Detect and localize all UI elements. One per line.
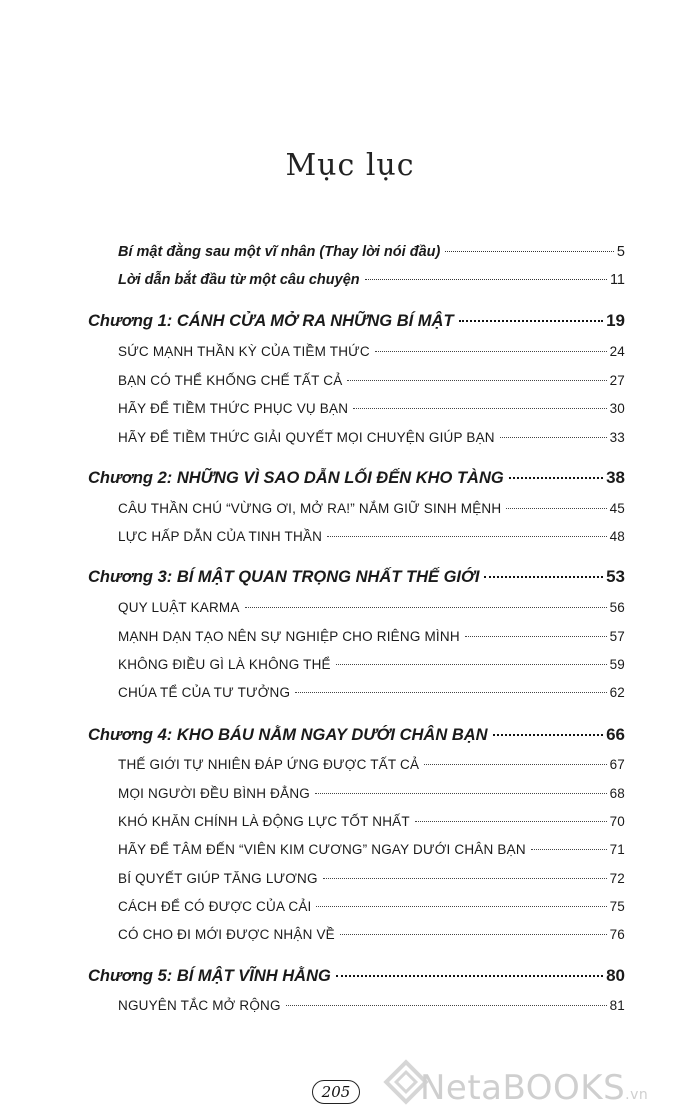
toc-intro-entry[interactable] — [118, 244, 625, 260]
dot-leader — [424, 764, 606, 765]
toc-entry-page: 66 — [606, 725, 625, 744]
dot-leader — [506, 508, 606, 509]
page-title: Mục lục — [285, 148, 415, 183]
dot-leader — [323, 878, 607, 879]
toc-entry-page: 57 — [609, 629, 625, 644]
dot-leader — [375, 351, 607, 352]
dot-leader — [336, 975, 603, 977]
toc-entry-page: 53 — [606, 567, 625, 586]
toc-entry-title: CÂU THẦN CHÚ “VỪNG ƠI, MỞ RA!” NẮM GIỮ SINH MỆNH — [118, 501, 502, 516]
dot-leader — [286, 1005, 607, 1006]
toc-entry-page: 81 — [609, 998, 625, 1013]
toc-entry-title: Lời dẫn bắt đầu từ một câu chuyện — [118, 272, 360, 288]
toc-section-entry[interactable] — [118, 629, 625, 644]
dot-leader — [500, 437, 607, 438]
dot-leader — [336, 664, 607, 665]
toc-entry-title: Chương 1: CÁNH CỬA MỞ RA NHỮNG BÍ MẬT — [88, 312, 454, 330]
toc-section-entry[interactable] — [118, 757, 625, 772]
toc-entry-page: 24 — [609, 344, 625, 359]
page-number-badge: 205 — [312, 1080, 360, 1104]
toc-chapter-entry[interactable] — [88, 311, 625, 331]
toc-entry-title: HÃY ĐỂ TIỀM THỨC PHỤC VỤ BẠN — [118, 401, 349, 416]
toc-entry-title: THẾ GIỚI TỰ NHIÊN ĐÁP ỨNG ĐƯỢC TẤT CẢ — [118, 757, 420, 772]
watermark — [420, 1068, 648, 1108]
toc-entry-title: BẠN CÓ THỂ KHỐNG CHẾ TẤT CẢ — [118, 373, 343, 388]
toc-entry-title: NGUYÊN TẮC MỞ RỘNG — [118, 998, 281, 1013]
toc-entry-title: KHÔNG ĐIỀU GÌ LÀ KHÔNG THỂ — [118, 657, 331, 672]
dot-leader — [295, 692, 606, 693]
toc-entry-page: 76 — [609, 927, 625, 942]
toc-entry-page: 56 — [609, 600, 625, 615]
toc-entry-page: 59 — [609, 657, 625, 672]
toc-section-entry[interactable] — [118, 529, 625, 544]
toc-entry-page: 48 — [609, 529, 625, 544]
dot-leader — [465, 636, 607, 637]
toc-section-entry[interactable] — [118, 998, 625, 1013]
toc-section-entry[interactable] — [118, 657, 625, 672]
dot-leader — [531, 849, 607, 850]
dot-leader — [340, 934, 607, 935]
toc-entry-title: CÓ CHO ĐI MỚI ĐƯỢC NHẬN VỀ — [118, 927, 335, 942]
dot-leader — [484, 576, 603, 578]
toc-entry-title: HÃY ĐỂ TIỀM THỨC GIẢI QUYẾT MỌI CHUYỆN GIÚP BẠN — [118, 430, 495, 445]
toc-entry-page: 67 — [609, 757, 625, 772]
toc-entry-page: 62 — [609, 685, 625, 700]
toc-section-entry[interactable] — [118, 842, 625, 857]
dot-leader — [315, 793, 607, 794]
toc-entry-title: CÁCH ĐỂ CÓ ĐƯỢC CỦA CẢI — [118, 899, 312, 914]
toc-entry-title: Chương 3: BÍ MẬT QUAN TRỌNG NHẤT THẾ GIỚI — [88, 568, 480, 586]
toc-entry-page: 72 — [609, 871, 625, 886]
dot-leader — [347, 380, 606, 381]
toc-section-entry[interactable] — [118, 344, 625, 359]
toc-entry-page: 38 — [606, 468, 625, 487]
toc-entry-page: 45 — [609, 501, 625, 516]
toc-entry-title: LỰC HẤP DẪN CỦA TINH THẦN — [118, 529, 323, 544]
toc-entry-title: MẠNH DẠN TẠO NÊN SỰ NGHIỆP CHO RIÊNG MÌNH — [118, 629, 460, 644]
toc-entry-title: BÍ QUYẾT GIÚP TĂNG LƯƠNG — [118, 871, 318, 886]
toc-entry-page: 70 — [609, 814, 625, 829]
dot-leader — [353, 408, 606, 409]
toc-chapter-entry[interactable] — [88, 567, 625, 587]
dot-leader — [445, 251, 614, 252]
dot-leader — [493, 734, 604, 736]
dot-leader — [415, 821, 607, 822]
dot-leader — [245, 607, 607, 608]
toc-chapter-entry[interactable] — [88, 468, 625, 488]
toc-entry-page: 71 — [609, 842, 625, 857]
toc-section-entry[interactable] — [118, 401, 625, 416]
dot-leader — [316, 906, 606, 907]
toc-entry-page: 68 — [609, 786, 625, 801]
toc-entry-title: KHÓ KHĂN CHÍNH LÀ ĐỘNG LỰC TỐT NHẤT — [118, 814, 410, 829]
toc-section-entry[interactable] — [118, 430, 625, 445]
toc-entry-page: 75 — [609, 899, 625, 914]
toc-section-entry[interactable] — [118, 927, 625, 942]
toc-entry-title: Chương 5: BÍ MẬT VĨNH HẰNG — [88, 967, 331, 985]
toc-entry-page: 19 — [606, 311, 625, 330]
toc-entry-title: Chương 2: NHỮNG VÌ SAO DẪN LỐI ĐẾN KHO TÀNG — [88, 469, 504, 487]
toc-entry-page: 33 — [609, 430, 625, 445]
toc-entry-title: SỨC MẠNH THẦN KỲ CỦA TIỀM THỨC — [118, 344, 370, 359]
dot-leader — [509, 477, 603, 479]
toc-entry-page: 27 — [609, 373, 625, 388]
toc-section-entry[interactable] — [118, 871, 625, 886]
toc-chapter-entry[interactable] — [88, 966, 625, 986]
watermark-name: NetaBOOKS — [420, 1068, 626, 1108]
dot-leader — [327, 536, 607, 537]
toc-entry-title: QUY LUẬT KARMA — [118, 600, 240, 615]
toc-section-entry[interactable] — [118, 786, 625, 801]
toc-entry-page: 11 — [609, 272, 625, 288]
toc-section-entry[interactable] — [118, 501, 625, 516]
toc-entry-title: CHÚA TỂ CỦA TƯ TƯỞNG — [118, 685, 291, 700]
toc-entry-title: Chương 4: KHO BÁU NẰM NGAY DƯỚI CHÂN BẠN — [88, 726, 488, 744]
watermark-suffix: .vn — [625, 1087, 649, 1103]
toc-section-entry[interactable] — [118, 814, 625, 829]
toc-section-entry[interactable] — [118, 373, 625, 388]
toc-entry-title: Bí mật đằng sau một vĩ nhân (Thay lời nói đầu) — [118, 244, 441, 260]
dot-leader — [365, 279, 607, 280]
toc-entry-page: 80 — [606, 966, 625, 985]
dot-leader — [459, 320, 604, 322]
toc-entry-page: 30 — [609, 401, 625, 416]
toc-section-entry[interactable] — [118, 899, 625, 914]
toc-section-entry[interactable] — [118, 600, 625, 615]
toc-chapter-entry[interactable] — [88, 725, 625, 745]
toc-intro-entry[interactable] — [118, 272, 625, 288]
toc-entry-title: MỌI NGƯỜI ĐỀU BÌNH ĐẲNG — [118, 786, 310, 801]
toc-entry-page: 5 — [616, 244, 625, 260]
toc-entry-title: HÃY ĐỂ TÂM ĐẾN “VIÊN KIM CƯƠNG” NGAY DƯỚI CHÂN BẠN — [118, 842, 526, 857]
toc-section-entry[interactable] — [118, 685, 625, 700]
